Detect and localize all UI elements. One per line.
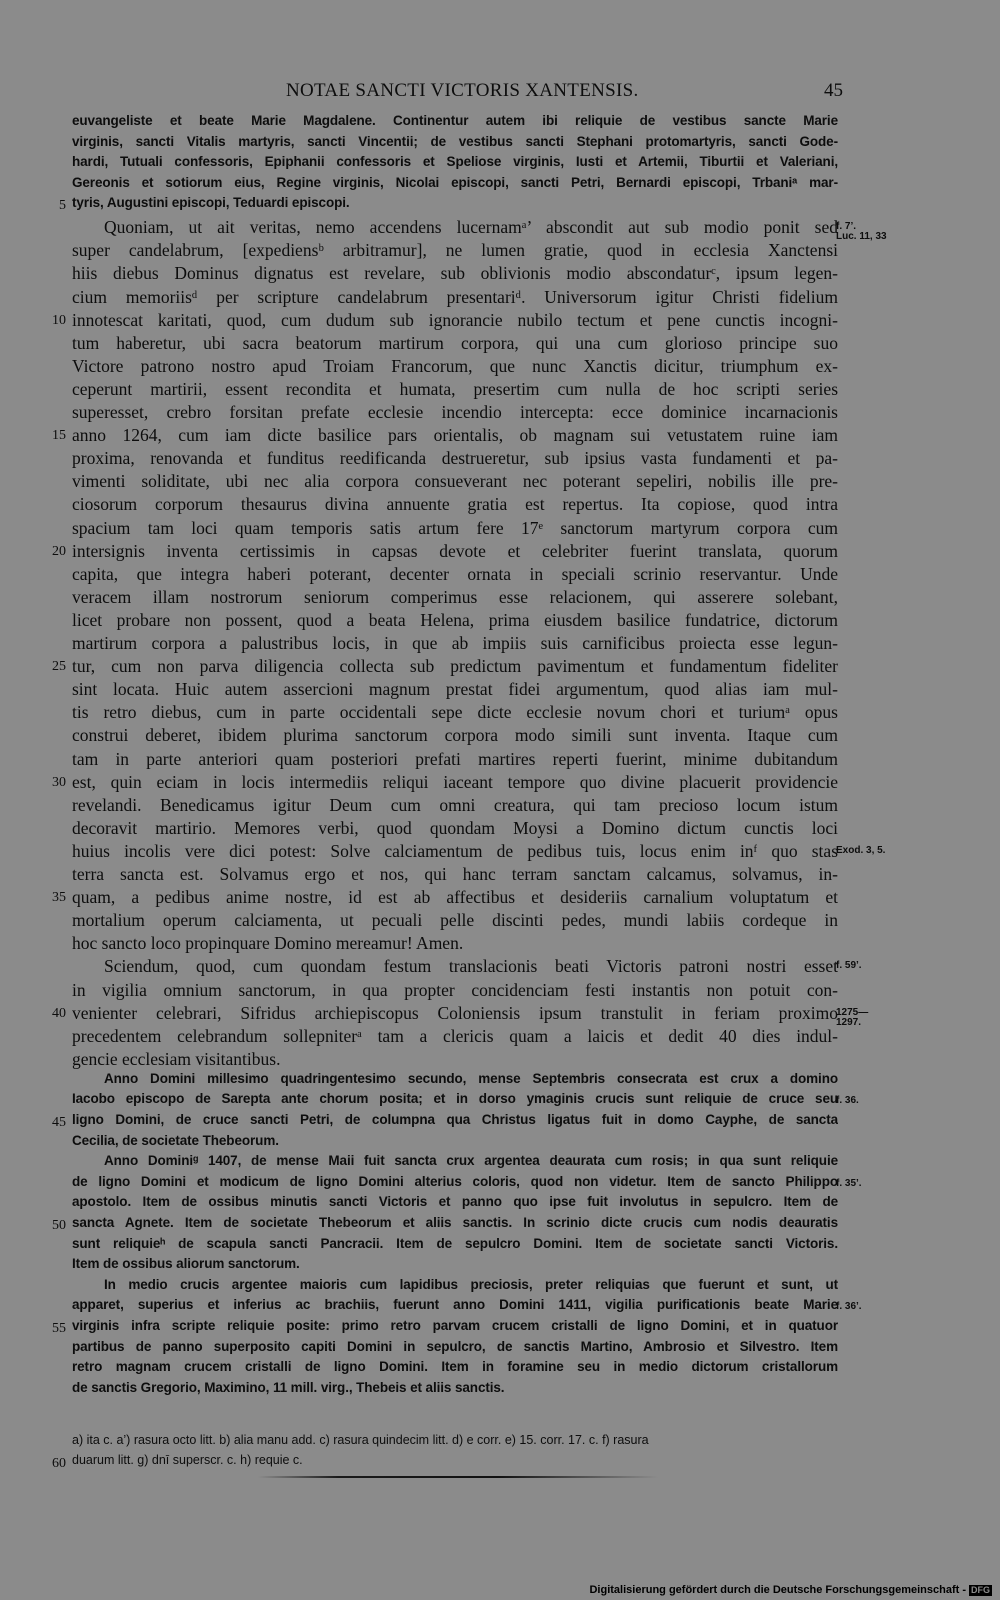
line-text: hoc sancto loco propinquare Domino mereamur! Amen.	[72, 933, 464, 954]
line-text: Quoniam, ut ait veritas, nemo accendens lucernamᵃ’ abscondit aut sub modio ponit sed	[104, 217, 838, 238]
line-text: licet probare non possent, quod a beata Helena, prima eiusdem basilice fundatrice, dictorum	[72, 609, 838, 630]
line-text: ciosorum corporum thesaurus divina annuente gratia est repertus. Ita copiose, quod intra	[72, 494, 838, 515]
page-number: 45	[824, 80, 843, 101]
line-text: virginis infra scripte reliquie posite: primo retro parvam crucem cristalli de ligno Domini, et in quatuor	[72, 1317, 838, 1333]
line-text: ceperunt martirii, essent recondita et humata, presertim cum nulla de hoc scripti series	[72, 378, 838, 399]
line-text: hardi, Tutuali confessoris, Epiphanii confessoris et Speliose virginis, Iusti et Artemii, Tiburtii et Valeriani,	[72, 154, 838, 170]
line-text: sancta Agnete. Item de societate Thebeorum et aliis sanctis. In scrinio dicte crucis cum nodis deauratis	[72, 1214, 838, 1230]
line-number: 20	[52, 543, 66, 559]
line-number: 40	[52, 1005, 66, 1021]
line-text: tyris, Augustini episcopi, Teduardi episcopi.	[72, 195, 350, 211]
line-text: revelandi. Benedicamus igitur Deum cum omni creatura, qui tam precioso locum istum	[72, 794, 838, 815]
margin-note: Luc. 11, 33	[836, 231, 887, 243]
line-number: 5	[59, 198, 66, 214]
line-text: In medio crucis argentee maioris cum lapidibus preciosis, preter reliquias que fuerunt et sunt, ut	[104, 1276, 838, 1292]
line-text: Anno Domini millesimo quadringentesimo secundo, mense Septembris consecrata est crux a domino	[104, 1070, 838, 1086]
line-number: 60	[52, 1456, 66, 1471]
line-text: retro magnam crucem cristalli de ligno Domini. Item in foramine seu in medio dictorum cristallorum	[72, 1359, 838, 1375]
line-text: superesset, crebro forsitan prefate ecclesie incendio intercepta: ecce dominice incarnacionis	[72, 402, 838, 423]
line-text: venienter celebrari, Sifridus archiepiscopus Coloniensis ipsum transtulit in feriam proximo	[72, 1002, 838, 1023]
line-text: in vigilia omnium sanctorum, in qua propter concidenciam festi instantis non potuit con-	[72, 979, 838, 1000]
line-text: innotescat karitati, quod, cum dudum sub ignorancie nubilo tectum et pene cunctis incogni-	[72, 309, 838, 330]
line-number: 10	[52, 312, 66, 328]
line-text: sunt reliquieʰ de scapula sancti Pancracii. Item de sepulcro Domini. Item de societate sancti Victoris.	[72, 1235, 838, 1251]
line-text: Victore patrono nostro apud Troiam Francorum, que nunc Xanctis dicitur, triumphum ex-	[72, 355, 838, 376]
line-text: tis retro diebus, cum in parte occidentali sepe dicte ecclesie novum chori et turiumᵃ opus	[72, 702, 838, 723]
line-text: veracem illam nostrorum seniorum comperimus esse relacionem, qui asserere solebant,	[72, 586, 838, 607]
line-text: Gereonis et sotiorum eius, Regine virginis, Nicolai episcopi, sancti Petri, Bernardi episcopi, Trbaniᵃ mar-	[72, 174, 838, 190]
credit-text: Digitalisierung gefördert durch die Deutsche Forschungsgemeinschaft -	[589, 1584, 966, 1596]
line-text: de sanctis Gregorio, Maximino, 11 mill. virg., Thebeis et aliis sanctis.	[72, 1379, 505, 1395]
line-text: decoravit martirio. Memores verbi, quod quondam Moysi a Domino dictum cunctis loci	[72, 817, 838, 838]
line-number: 55	[52, 1320, 66, 1336]
line-text: intersignis inventa certissimis in capsas devote et celebriter fuerint translata, quorum	[72, 540, 838, 561]
margin-note: f. 36.	[836, 1095, 859, 1107]
line-text: quam, a pedibus anime nostre, id est ab affectibus et desideriis carnalium voluptatum et	[72, 887, 838, 908]
line-text: Iacobo episcopo de Sarepta ante chorum posita; et in dorso ymaginis crucis sunt reliquie de cruce seu	[72, 1091, 838, 1107]
running-title: NOTAE SANCTI VICTORIS XANTENSIS.	[286, 80, 639, 101]
line-text: proxima, renovanda et funditus reedificanda destrueretur, sub ipsius vasta fundamenti et pa-	[72, 448, 838, 469]
line-text: martirum corpora a palustribus locis, in que ab impiis suis carnificibus proiecta esse legun-	[72, 633, 838, 654]
dfg-logo: DFG	[971, 1584, 990, 1595]
line-text: apostolo. Item de ossibus minutis sancti Victoris et panno quo ipse fuit involutus in sepulcro. Item de	[72, 1194, 838, 1210]
line-text: terra sancta est. Solvamus ergo et nos, qui hanc terram sanctam calcamus, solvamus, in-	[72, 864, 838, 885]
margin-note: Exod. 3, 5.	[836, 844, 886, 856]
margin-note: f. 36’.	[836, 1301, 862, 1313]
line-text: Item de ossibus aliorum sanctorum.	[72, 1256, 300, 1272]
line-number: 50	[52, 1217, 66, 1233]
line-text: capita, que integra haberi poterant, decenter ornata in speciali scrinio reservantur. Unde	[72, 563, 838, 584]
margin-note: 1275—	[836, 1006, 869, 1018]
line-text: virginis, sancti Vitalis martyris, sancti Vincentii; de vestibus sancti Stephani protomartyris, sancti Gode-	[72, 133, 838, 149]
margin-note: f. 7’.	[836, 221, 857, 233]
line-text: Cecilia, de societate Thebeorum.	[72, 1132, 279, 1148]
line-text: vimenti soliditate, ubi nec alia corpora consueverant nec poterant sepeliri, nobilis ille pre-	[72, 471, 838, 492]
line-text: sint locata. Huic autem assercioni magnum prestat fidei argumentum, quod alias iam mul-	[72, 679, 838, 700]
line-text: tam in parte anteriori quam posteriori prefati martires reperti fuerint, minime dubitandum	[72, 748, 838, 769]
margin-note: 1297.	[836, 1016, 862, 1028]
line-text: Anno Dominiᵍ 1407, de mense Maii fuit sancta crux argentea deaurata cum rosis; in qua sunt reliquie	[104, 1153, 838, 1169]
margin-note: f. 59’.	[836, 960, 862, 972]
line-text: cium memoriisᵈ per scripture candelabrum presentariᵈ. Universorum igitur Christi fidelium	[72, 286, 838, 307]
line-text: construi deberet, ibidem plurima sanctorum corpora modo simili sunt inventa. Itaque cum	[72, 725, 838, 746]
line-text: huius incolis vere dici potest: Solve calciamentum de pedibus tuis, locus enim inᶠ quo stas	[72, 840, 838, 861]
line-number: 45	[52, 1114, 66, 1130]
footnote-text: a) ita c. a’) rasura octo litt. b) alia manu add. c) rasura quindecim litt. d) e corr. e) 15. corr. 17. c. f) rasura	[72, 1433, 649, 1447]
page-header	[0, 80, 1000, 110]
line-text: tur, cum non parva diligencia collecta sub predictum pavimentum et fundamentum fideliter	[72, 656, 838, 677]
line-text: precedentem celebrandum sollepniterᵃ tam a clericis quam a laicis et dedit 40 dies indul-	[72, 1025, 838, 1046]
line-text: spacium tam loci quam temporis satis artum fere 17ᵉ sanctorum martyrum corpora cum	[72, 517, 838, 538]
line-text: Sciendum, quod, cum quondam festum translacionis beati Victoris patroni nostri esset	[104, 956, 838, 977]
line-text: apparet, superius et inferius ac brachiis, fuerunt anno Domini 1411, vigilia purificationis beate Marie	[72, 1297, 838, 1313]
line-text: de ligno Domini et modicum de ligno Domini alterius coloris, quod non videtur. Item de sancto Philippo	[72, 1173, 838, 1189]
digitization-credit	[589, 1584, 992, 1596]
line-number: 25	[52, 659, 66, 675]
line-text: ligno Domini, de cruce sancti Petri, de columpna qua Christus ligatus fuit in domo Cayphe, de sancta	[72, 1111, 838, 1127]
margin-note: f. 35’.	[836, 1177, 862, 1189]
line-number: 30	[52, 774, 66, 790]
footnote-text: duarum litt. g) dnī superscr. c. h) requie c.	[72, 1453, 303, 1467]
line-text: euvangeliste et beate Marie Magdalene. Continentur autem ibi reliquie de vestibus sancte Marie	[72, 113, 838, 128]
line-text: est, quin eciam in locis intermediis reliqui iaceant tempore quo divine placuerit providencie	[72, 771, 838, 792]
line-text: gencie ecclesiam visitantibus.	[72, 1048, 281, 1069]
line-number: 15	[52, 428, 66, 444]
line-text: partibus de panno superposito capiti Domini in sepulcro, de sanctis Martino, Ambrosio et Silvestro. Item	[72, 1338, 838, 1354]
line-text: anno 1264, cum iam dicte basilice pars orientalis, ob magnam sui vetustatem ruine iam	[72, 425, 838, 446]
line-text: tum haberetur, ubi sacra beatorum martirum corpora, qui una cum glorioso principe suo	[72, 332, 838, 353]
line-number: 35	[52, 890, 66, 906]
line-text: hiis diebus Dominus dignatus est revelare, sub oblivionis modio abscondaturᶜ, ipsum legen-	[72, 263, 838, 284]
line-text: super candelabrum, [expediensᵇ arbitramur], ne lumen gratie, quod in ecclesia Xanctensi	[72, 240, 838, 261]
line-text: mortalium operum calciamenta, ut pecuali pelle discinti pedes, mundi labiis cordeque in	[72, 910, 838, 931]
footnote-rule	[258, 1476, 658, 1478]
